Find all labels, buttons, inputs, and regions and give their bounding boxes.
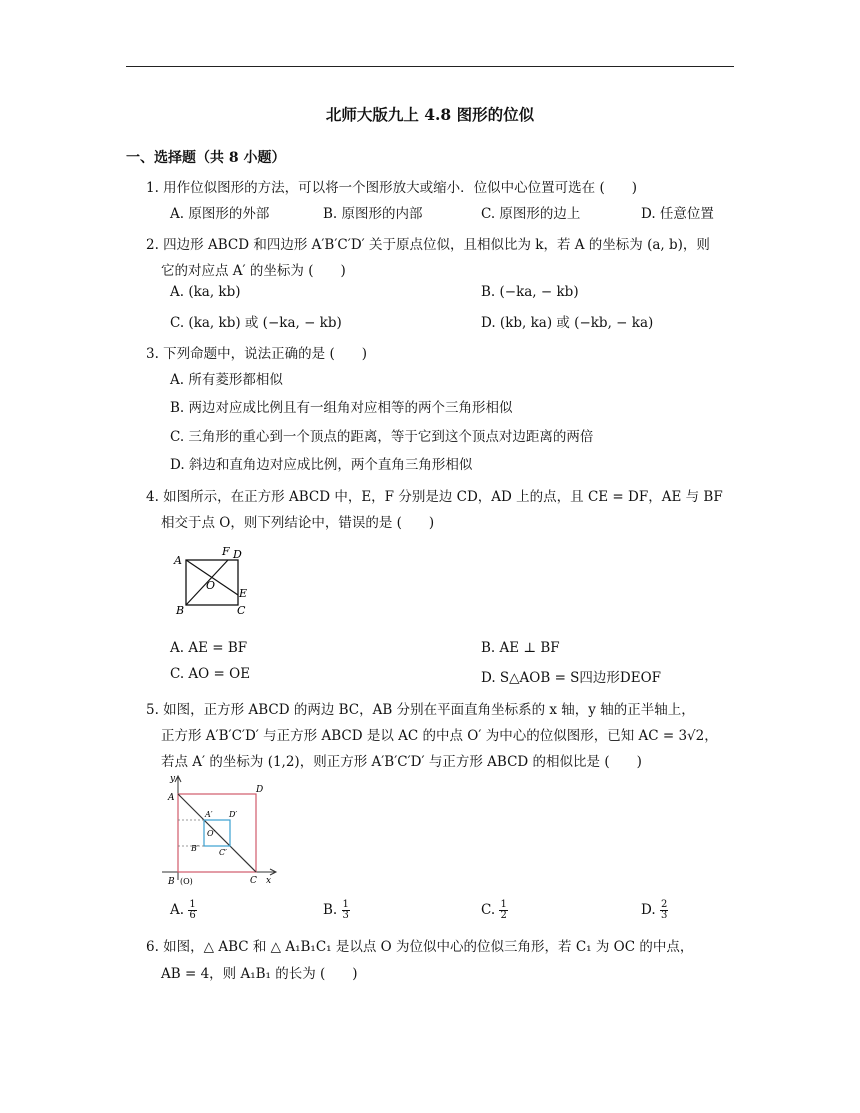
question-5-line-2: 正方形 A′B′C′D′ 与正方形 ABCD 是以 AC 的中点 O′ 为中心的位似图形，已知 AC = 3√2， xyxy=(161,728,718,744)
header-rule xyxy=(126,66,734,67)
question-5-text: 若点 A′ 的坐标为 (1,2)，则正方形 A′B′C′D′ 与正方形 ABCD 的相似比是 xyxy=(161,754,601,770)
q5-label-c: C xyxy=(250,876,257,886)
question-1-text: 1. 用作位似图形的方法，可以将一个图形放大或缩小．位似中心位置可选在 xyxy=(146,180,596,196)
question-6-line-1: 6. 如图，△ ABC 和 △ A₁B₁C₁ 是以点 O 为位似中心的位似三角形，若 C₁ 为 OC 的中点， xyxy=(146,939,694,955)
answer-paren: ( ) xyxy=(604,754,642,770)
q5-label-x: x xyxy=(266,876,272,886)
q3-option-c: C. 三角形的重心到一个顶点的距离，等于它到这个顶点对边距离的两倍 xyxy=(170,429,594,445)
answer-paren: ( ) xyxy=(599,180,638,196)
q3-option-d: D. 斜边和直角边对应成比例，两个直角三角形相似 xyxy=(170,457,473,473)
q4-label-f: F xyxy=(222,545,230,558)
q4-label-d: D xyxy=(233,548,242,561)
q5-option-d-letter: D. xyxy=(641,902,656,918)
numerator: 1 xyxy=(342,899,349,910)
q2-option-d: D. (kb, ka) 或 (−kb, − ka) xyxy=(481,315,654,331)
q5-label-a: A xyxy=(168,793,175,803)
q4-option-c: C. AO = OE xyxy=(170,666,251,682)
q1-option-d: D. 任意位置 xyxy=(641,206,714,222)
q4-option-b: B. AE ⊥ BF xyxy=(481,640,560,656)
question-4-line-1: 4. 如图所示，在正方形 ABCD 中，E，F 分别是边 CD，AD 上的点，且 CE = DF，AE 与 BF xyxy=(146,489,723,505)
numerator: 1 xyxy=(500,899,507,910)
answer-paren: ( ) xyxy=(396,515,435,531)
question-2-line-2 xyxy=(161,259,346,279)
q1-option-b: B. 原图形的内部 xyxy=(323,206,423,222)
q4-label-o: O xyxy=(206,579,216,592)
fraction xyxy=(188,900,196,921)
page-title: 北师大版九上 4.8 图形的位似 xyxy=(325,105,535,124)
answer-paren: ( ) xyxy=(329,346,368,362)
q5-option-a xyxy=(170,900,197,921)
q5-option-c-letter: C. xyxy=(481,902,496,918)
q5-option-a-letter: A. xyxy=(170,902,185,918)
q2-option-a: A. (ka, kb) xyxy=(170,284,241,300)
q4-label-c: C xyxy=(237,604,246,617)
q4-label-a: A xyxy=(174,554,182,567)
denominator: 2 xyxy=(500,910,507,921)
q5-label-d: D xyxy=(256,785,264,795)
q5-coordinate-figure xyxy=(160,772,280,892)
question-6-text: AB = 4，则 A₁B₁ 的长为 xyxy=(161,966,316,982)
denominator: 6 xyxy=(189,910,196,921)
numerator: 1 xyxy=(189,899,196,910)
question-4-line-2 xyxy=(161,511,434,531)
q3-option-b: B. 两边对应成比例且有一组角对应相等的两个三角形相似 xyxy=(170,400,513,416)
q5-label-o-prime: O′ xyxy=(207,829,216,838)
fraction xyxy=(660,900,668,921)
question-5-line-3 xyxy=(161,750,642,770)
q5-label-b-prime: B′ xyxy=(191,844,199,853)
question-1 xyxy=(146,176,637,196)
question-2-text: 它的对应点 A′ 的坐标为 xyxy=(161,263,304,279)
fraction xyxy=(342,900,350,921)
q5-label-d-prime: D′ xyxy=(229,810,238,819)
denominator: 3 xyxy=(342,910,349,921)
q4-option-a: A. AE = BF xyxy=(170,640,248,656)
question-4-text: 相交于点 O，则下列结论中，错误的是 xyxy=(161,515,393,531)
q1-option-a: A. 原图形的外部 xyxy=(170,206,270,222)
q4-option-d: D. S△AOB = S四边形DEOF xyxy=(481,670,662,686)
q3-option-a: A. 所有菱形都相似 xyxy=(170,372,283,388)
q5-option-b-letter: B. xyxy=(323,902,338,918)
q1-option-c: C. 原图形的边上 xyxy=(481,206,581,222)
q5-option-b xyxy=(323,900,350,921)
q5-label-b: B xyxy=(168,877,175,887)
q4-label-e: E xyxy=(239,587,248,600)
question-6-line-2 xyxy=(161,962,358,982)
question-5-line-1: 5. 如图，正方形 ABCD 的两边 BC，AB 分别在平面直角坐标系的 x 轴，y 轴的正半轴上， xyxy=(146,702,695,718)
question-3-text: 3. 下列命题中，说法正确的是 xyxy=(146,346,326,362)
answer-paren: ( ) xyxy=(320,966,358,982)
q5-option-c xyxy=(481,900,508,921)
q4-square-figure xyxy=(172,543,252,619)
q2-option-b: B. (−ka, − kb) xyxy=(481,284,579,300)
answer-paren: ( ) xyxy=(308,263,346,279)
q5-label-c-prime: C′ xyxy=(219,848,227,857)
q5-label-origin: (O) xyxy=(180,877,193,886)
q5-label-a-prime: A′ xyxy=(205,810,213,819)
q5-label-y: y xyxy=(170,774,176,784)
question-3 xyxy=(146,342,367,362)
q5-option-d xyxy=(641,900,668,921)
section-heading: 一、选择题（共 8 小题） xyxy=(126,150,286,166)
q4-label-b: B xyxy=(176,604,185,617)
numerator: 2 xyxy=(660,899,668,910)
question-2-line-1: 2. 四边形 ABCD 和四边形 A′B′C′D′ 关于原点位似，且相似比为 k，若 A 的坐标为 (a, b)，则 xyxy=(146,237,710,253)
q2-option-c: C. (ka, kb) 或 (−ka, − kb) xyxy=(170,315,342,331)
fraction xyxy=(499,900,507,921)
denominator: 3 xyxy=(660,910,668,921)
